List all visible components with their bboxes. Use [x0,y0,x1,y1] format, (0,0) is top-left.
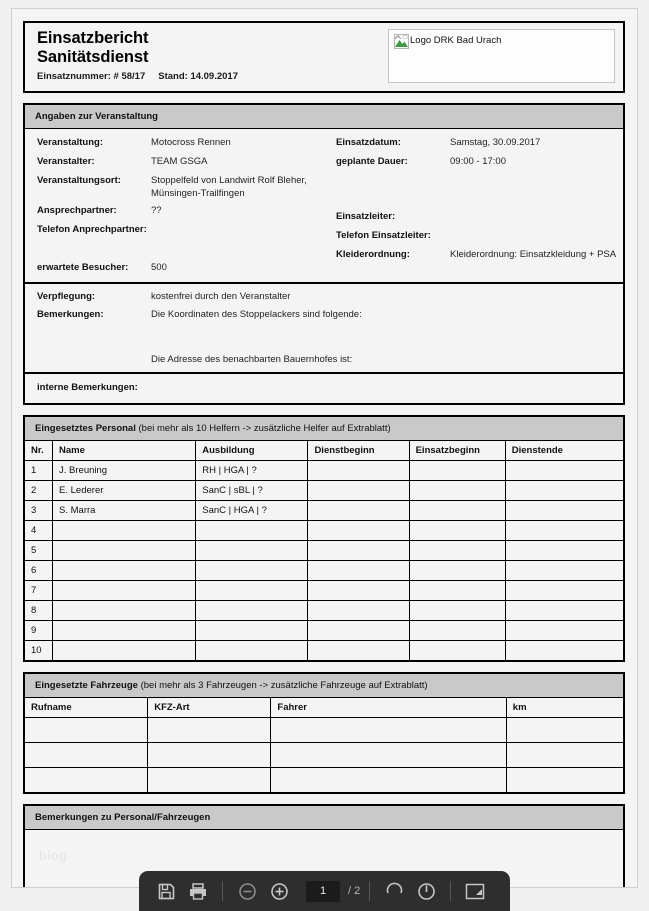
page-number-input[interactable]: 1 [306,881,340,902]
cell-einsatzbeginn [409,481,505,501]
field-label: interne Bemerkungen: [37,382,138,393]
cell-einsatzbeginn [409,641,505,661]
cell-dienstbeginn [308,481,409,501]
fullscreen-button[interactable] [460,878,490,904]
field-value: Samstag, 30.09.2017 [450,137,541,148]
personnel-section [23,415,625,662]
pdf-page [11,8,638,888]
personnel-table [24,440,624,661]
event-lower-fields [25,284,623,372]
field-veranstalter [25,154,324,173]
cell-einsatzbeginn [409,601,505,621]
print-icon [188,882,208,901]
cell-dienstende [505,601,623,621]
vehicles-table-wrapper [23,697,625,794]
field-label: Verpflegung: [37,291,96,302]
field-value: Stoppelfeld von Landwirt Rolf Bleher, Münsingen-Trailfingen [151,175,307,199]
table-row[interactable] [25,743,624,768]
page-title-line2: Sanitätsdienst [37,48,149,66]
cell-name [53,561,196,581]
field-einsatzdatum [324,135,623,154]
field-erwartete-besucher [25,260,324,279]
field-label: Telefon Einsatzleiter: [336,230,431,241]
field-label: Einsatzdatum: [336,137,401,148]
cell-kfz-art [148,768,271,793]
rotate-clockwise-button[interactable] [411,878,441,904]
zoom-in-button[interactable] [264,878,294,904]
event-fields-right [324,135,623,279]
col-km: km [506,698,623,718]
cell-name: J. Breuning [53,461,196,481]
cell-dienstende [505,481,623,501]
cell-name [53,581,196,601]
cell-nr: 9 [25,621,53,641]
rotate-clockwise-icon [417,882,436,901]
event-section [23,103,625,405]
broken-image-icon [394,34,409,49]
cell-ausbildung [196,541,308,561]
field-value: ?? [151,205,162,216]
field-value: Kleiderordnung: Einsatzkleidung + PSA [450,249,617,260]
field-label: Veranstalter: [37,156,95,167]
cell-name: E. Lederer [53,481,196,501]
page-title-line1: Einsatzbericht [37,29,149,47]
personnel-heading-strong: Eingesetztes Personal [35,423,136,434]
field-label: Veranstaltung: [37,137,103,148]
field-label: Kleiderordnung: [336,249,410,260]
broken-image-placeholder [394,34,609,49]
cell-fahrer [271,743,506,768]
personnel-table-wrapper [23,440,625,662]
remarks-gap [25,325,623,352]
table-row[interactable] [25,461,624,481]
field-telefon-einsatzleiter [324,228,623,247]
cell-dienstende [505,641,623,661]
cell-nr: 5 [25,541,53,561]
header-title-block [33,29,382,83]
cell-nr: 8 [25,601,53,621]
cell-dienstbeginn [308,621,409,641]
field-value: Motocross Rennen [151,137,231,148]
zoom-out-button[interactable] [232,878,262,904]
cell-einsatzbeginn [409,501,505,521]
cell-name [53,621,196,641]
toolbar-separator [222,881,223,901]
field-label: erwartete Besucher: [37,262,129,273]
cell-einsatzbeginn [409,461,505,481]
cell-nr: 2 [25,481,53,501]
cell-dienstende [505,621,623,641]
stand-label: Stand: 14.09.2017 [158,71,238,82]
cell-dienstende [505,501,623,521]
remarks-section-heading: Bemerkungen zu Personal/Fahrzeugen [23,804,625,830]
cell-ausbildung: RH | HGA | ? [196,461,308,481]
table-row[interactable] [25,521,624,541]
field-label: Einsatzleiter: [336,211,396,222]
cell-km [506,718,623,743]
table-row[interactable] [25,641,624,661]
clipped-remark-text: Die Adresse des benachbarten Bauernhofes ist: [151,354,353,364]
field-label: Bemerkungen: [37,309,104,320]
cell-nr: 3 [25,501,53,521]
cell-nr: 7 [25,581,53,601]
cell-ausbildung: SanC | sBL | ? [196,481,308,501]
field-einsatzleiter [324,209,623,228]
cell-dienstbeginn [308,501,409,521]
field-value: kostenfrei durch den Veranstalter [151,291,291,302]
page-total-label: / 2 [348,885,361,897]
col-dienstende: Dienstende [505,441,623,461]
cell-dienstende [505,541,623,561]
cell-dienstende [505,521,623,541]
cell-ausbildung [196,581,308,601]
table-row[interactable] [25,768,624,793]
field-veranstaltungsort [25,173,324,203]
cell-name [53,601,196,621]
toolbar-separator [369,881,370,901]
cell-ausbildung: SanC | HGA | ? [196,501,308,521]
field-bemerkungen [25,307,623,325]
cell-name: S. Marra [53,501,196,521]
event-internal-remarks [25,374,623,403]
cell-dienstbeginn [308,541,409,561]
field-value: Die Koordinaten des Stoppelackers sind folgende: [151,309,362,320]
cell-fahrer [271,768,506,793]
save-button[interactable] [151,878,181,904]
table-row[interactable] [25,501,624,521]
cell-dienstende [505,581,623,601]
cell-ausbildung [196,641,308,661]
cell-nr: 4 [25,521,53,541]
col-fahrer: Fahrer [271,698,506,718]
field-kleiderordnung [324,247,623,277]
cell-km [506,743,623,768]
field-value: 500 [151,262,167,273]
vehicles-table [24,697,624,793]
cell-nr: 10 [25,641,53,661]
field-bemerkungen-clipped [25,352,623,370]
cell-einsatzbeginn [409,621,505,641]
field-interne-bemerkungen [25,380,623,399]
col-name: Name [53,441,196,461]
table-header-row [25,441,624,461]
col-ausbildung: Ausbildung [196,441,308,461]
cell-nr: 6 [25,561,53,581]
event-section-heading: Angaben zur Veranstaltung [23,103,625,129]
field-label: Ansprechpartner: [37,205,117,216]
rotate-counterclockwise-icon [385,882,404,901]
cell-dienstbeginn [308,521,409,541]
cell-dienstende [505,461,623,481]
print-button[interactable] [183,878,213,904]
table-row[interactable] [25,581,624,601]
cell-name [53,641,196,661]
fullscreen-icon [465,883,485,900]
logo-placeholder-box [388,29,615,83]
cell-rufname [25,718,148,743]
save-icon [157,882,176,901]
table-header-row [25,698,624,718]
event-fields-left [25,135,324,279]
field-spacer [324,173,623,209]
cell-ausbildung [196,561,308,581]
cell-kfz-art [148,743,271,768]
field-geplante-dauer [324,154,623,173]
personnel-section-heading [23,415,625,441]
cell-name [53,521,196,541]
toolbar-separator [450,881,451,901]
vehicles-heading-note: (bei mehr als 3 Fahrzeugen -> zusätzliche Fahrzeuge auf Extrablatt) [140,680,428,691]
vehicles-heading-strong: Eingesetzte Fahrzeuge [35,680,138,691]
field-veranstaltung [25,135,324,154]
field-ansprechpartner [25,203,324,222]
col-dienstbeginn: Dienstbeginn [308,441,409,461]
rotate-counterclockwise-button[interactable] [379,878,409,904]
cell-dienstbeginn [308,461,409,481]
table-row[interactable] [25,561,624,581]
cell-dienstbeginn [308,601,409,621]
event-section-body [23,129,625,405]
blog-watermark: blog [39,848,68,863]
event-fields-grid [25,129,623,282]
cell-kfz-art [148,718,271,743]
field-value: 09:00 - 17:00 [450,156,506,167]
cell-dienstbeginn [308,581,409,601]
vehicles-table-body [25,718,624,793]
zoom-out-icon [238,882,257,901]
cell-einsatzbeginn [409,581,505,601]
document-header [23,21,625,93]
vehicles-section [23,672,625,794]
table-row[interactable] [25,621,624,641]
field-label: Telefon Anprechpartner: [37,224,147,235]
col-kfz-art: KFZ-Art [148,698,271,718]
field-telefon-ansprechpartner [25,222,324,241]
col-rufname: Rufname [25,698,148,718]
cell-ausbildung [196,621,308,641]
cell-rufname [25,768,148,793]
vehicles-section-heading [23,672,625,698]
cell-rufname [25,743,148,768]
cell-dienstende [505,561,623,581]
cell-dienstbeginn [308,641,409,661]
cell-einsatzbeginn [409,541,505,561]
logo-alt-text: Logo DRK Bad Urach [410,35,502,46]
table-row[interactable] [25,541,624,561]
field-label: Veranstaltungsort: [37,175,121,186]
field-verpflegung [25,289,623,307]
einsatznummer-label: Einsatznummer: # 58/17 [37,71,146,82]
col-nr: Nr. [25,441,53,461]
field-value: TEAM GSGA [151,156,208,167]
header-meta [37,71,382,82]
cell-nr: 1 [25,461,53,481]
field-spacer [25,241,324,260]
cell-name [53,541,196,561]
table-row[interactable] [25,481,624,501]
cell-dienstbeginn [308,561,409,581]
col-einsatzbeginn: Einsatzbeginn [409,441,505,461]
table-row[interactable] [25,601,624,621]
personnel-heading-note: (bei mehr als 10 Helfern -> zusätzliche Helfer auf Extrablatt) [138,423,391,434]
cell-ausbildung [196,601,308,621]
cell-ausbildung [196,521,308,541]
document-body [23,21,625,888]
pdf-viewer-toolbar[interactable] [139,871,510,911]
field-label: geplante Dauer: [336,156,408,167]
personnel-table-body [25,461,624,661]
cell-fahrer [271,718,506,743]
cell-einsatzbeginn [409,521,505,541]
zoom-in-icon [270,882,289,901]
cell-km [506,768,623,793]
table-row[interactable] [25,718,624,743]
cell-einsatzbeginn [409,561,505,581]
